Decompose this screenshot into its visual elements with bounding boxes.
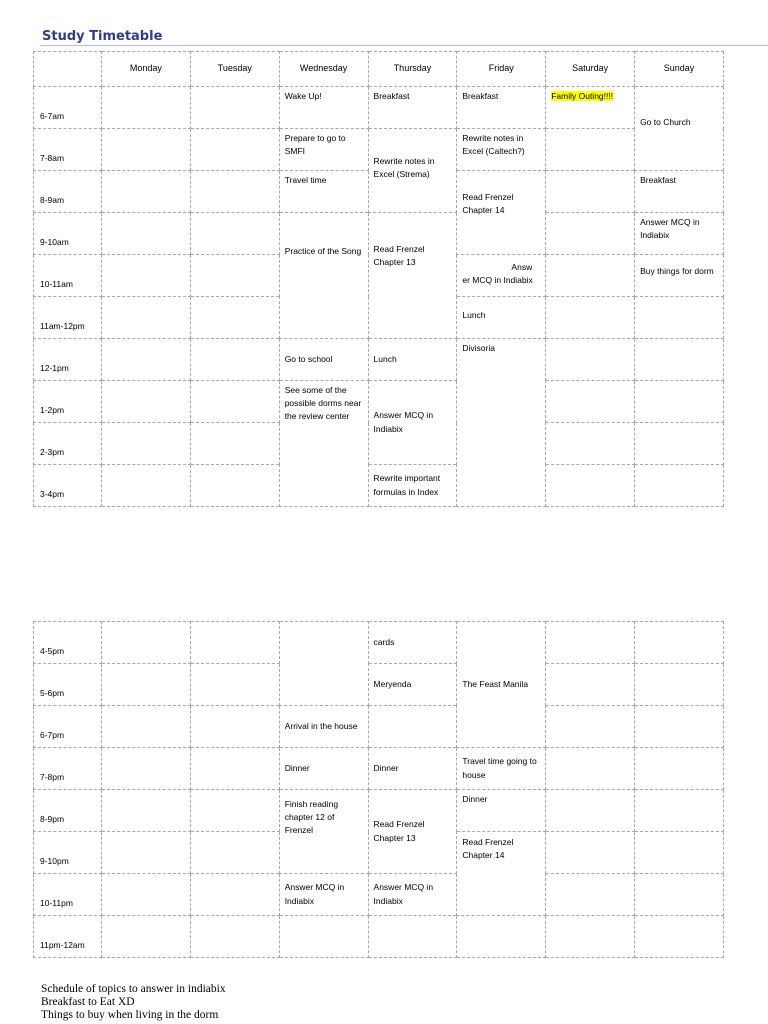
time-label: 5-6pm bbox=[34, 664, 102, 706]
table-row bbox=[34, 748, 724, 790]
timetable-bottom bbox=[33, 621, 724, 958]
highlighted-event: Family Outing!!!! bbox=[551, 91, 614, 101]
cell-wednesday: Dinner bbox=[279, 748, 368, 790]
cell-monday bbox=[102, 255, 191, 297]
day-header-saturday: Saturday bbox=[546, 52, 635, 87]
time-label: 4-5pm bbox=[34, 622, 102, 664]
day-header-sunday: Sunday bbox=[635, 52, 724, 87]
cell-tuesday bbox=[190, 706, 279, 748]
cell-sunday bbox=[635, 622, 724, 664]
cell-saturday bbox=[546, 297, 635, 339]
cell-saturday bbox=[546, 706, 635, 748]
cell-saturday bbox=[546, 790, 635, 832]
cell-sunday bbox=[635, 874, 724, 916]
cell-saturday bbox=[546, 87, 635, 129]
cell-thursday bbox=[368, 706, 457, 748]
cell-saturday bbox=[546, 129, 635, 171]
cell-tuesday bbox=[190, 790, 279, 832]
cell-saturday bbox=[546, 832, 635, 874]
corner-cell bbox=[34, 52, 102, 87]
cell-wednesday: Travel time bbox=[279, 171, 368, 213]
cell-saturday bbox=[546, 465, 635, 507]
cell-friday bbox=[457, 916, 546, 958]
cell-thursday: Read Frenzel Chapter 13 bbox=[368, 213, 457, 339]
cell-monday bbox=[102, 87, 191, 129]
cell-sunday: Answer MCQ in Indiabix bbox=[635, 213, 724, 255]
cell-sunday: Breakfast bbox=[635, 171, 724, 213]
table-row bbox=[34, 213, 724, 255]
cell-friday: Lunch bbox=[457, 297, 546, 339]
cell-thursday: cards bbox=[368, 622, 457, 664]
cell-wednesday bbox=[279, 916, 368, 958]
cell-monday bbox=[102, 706, 191, 748]
cell-monday bbox=[102, 213, 191, 255]
cell-tuesday bbox=[190, 87, 279, 129]
table-row bbox=[34, 87, 724, 129]
time-label: 8-9am bbox=[34, 171, 102, 213]
table-row bbox=[34, 790, 724, 832]
day-header-tuesday: Tuesday bbox=[190, 52, 279, 87]
cell-monday bbox=[102, 790, 191, 832]
cell-friday: Read Frenzel Chapter 14 bbox=[457, 171, 546, 255]
cell-friday: Dinner bbox=[457, 790, 546, 832]
cell-thursday: Read Frenzel Chapter 13 bbox=[368, 790, 457, 874]
table-row bbox=[34, 381, 724, 423]
cell-thursday bbox=[368, 916, 457, 958]
cell-thursday: Rewrite notes in Excel (Strema) bbox=[368, 129, 457, 213]
cell-monday bbox=[102, 916, 191, 958]
time-label: 8-9pm bbox=[34, 790, 102, 832]
day-header-wednesday: Wednesday bbox=[279, 52, 368, 87]
cell-thursday: Breakfast bbox=[368, 87, 457, 129]
cell-monday bbox=[102, 297, 191, 339]
cell-friday: Divisoria bbox=[457, 339, 546, 507]
cell-thursday: Answer MCQ in Indiabix bbox=[368, 381, 457, 465]
time-label: 11pm-12am bbox=[34, 916, 102, 958]
cell-wednesday: Wake Up! bbox=[279, 87, 368, 129]
cell-monday bbox=[102, 171, 191, 213]
cell-sunday bbox=[635, 465, 724, 507]
cell-monday bbox=[102, 664, 191, 706]
cell-friday: Read Frenzel Chapter 14 bbox=[457, 832, 546, 916]
cell-saturday bbox=[546, 423, 635, 465]
cell-sunday: Buy things for dorm bbox=[635, 255, 724, 297]
cell-sunday bbox=[635, 339, 724, 381]
note-line: Breakfast to Eat XD bbox=[41, 996, 135, 1008]
cell-sunday bbox=[635, 381, 724, 423]
cell-saturday bbox=[546, 381, 635, 423]
cell-tuesday bbox=[190, 339, 279, 381]
cell-tuesday bbox=[190, 423, 279, 465]
cell-saturday bbox=[546, 213, 635, 255]
cell-tuesday bbox=[190, 255, 279, 297]
cell-wednesday: Finish reading chapter 12 of Frenzel bbox=[279, 790, 368, 874]
cell-sunday bbox=[635, 423, 724, 465]
cell-saturday bbox=[546, 664, 635, 706]
cell-wednesday: Answer MCQ in Indiabix bbox=[279, 874, 368, 916]
cell-wednesday: Practice of the Song bbox=[279, 213, 368, 339]
cell-sunday bbox=[635, 664, 724, 706]
notes-list bbox=[41, 983, 226, 1022]
cell-wednesday: See some of the possible dorms near the review center bbox=[279, 381, 368, 507]
timetable-top bbox=[33, 51, 724, 507]
cell-monday bbox=[102, 874, 191, 916]
cell-wednesday: Go to school bbox=[279, 339, 368, 381]
cell-tuesday bbox=[190, 916, 279, 958]
cell-tuesday bbox=[190, 465, 279, 507]
cell-friday bbox=[457, 255, 546, 297]
table-row bbox=[34, 622, 724, 664]
cell-saturday bbox=[546, 255, 635, 297]
cell-monday bbox=[102, 339, 191, 381]
time-label: 10-11pm bbox=[34, 874, 102, 916]
time-label: 3-4pm bbox=[34, 465, 102, 507]
cell-thursday: Lunch bbox=[368, 339, 457, 381]
table-row bbox=[34, 874, 724, 916]
cell-friday: Rewrite notes in Excel (Caltech?) bbox=[457, 129, 546, 171]
cell-tuesday bbox=[190, 297, 279, 339]
note-line: Things to buy when living in the dorm bbox=[41, 1009, 219, 1021]
cell-monday bbox=[102, 423, 191, 465]
cell-sunday bbox=[635, 832, 724, 874]
cell-friday: Breakfast bbox=[457, 87, 546, 129]
cell-tuesday bbox=[190, 129, 279, 171]
cell-tuesday bbox=[190, 381, 279, 423]
cell-monday bbox=[102, 832, 191, 874]
time-label: 10-11am bbox=[34, 255, 102, 297]
cell-sunday: Go to Church bbox=[635, 87, 724, 171]
time-label: 6-7pm bbox=[34, 706, 102, 748]
day-header-thursday: Thursday bbox=[368, 52, 457, 87]
time-label: 2-3pm bbox=[34, 423, 102, 465]
cell-saturday bbox=[546, 916, 635, 958]
cell-tuesday bbox=[190, 832, 279, 874]
cell-wednesday: Prepare to go to SMFI bbox=[279, 129, 368, 171]
time-label: 1-2pm bbox=[34, 381, 102, 423]
table-row bbox=[34, 129, 724, 171]
friday-event-continued: er MCQ in Indiabix bbox=[462, 275, 533, 286]
cell-sunday bbox=[635, 916, 724, 958]
cell-tuesday bbox=[190, 171, 279, 213]
page-title: Study Timetable bbox=[42, 29, 163, 44]
table-row bbox=[34, 339, 724, 381]
cell-monday bbox=[102, 622, 191, 664]
time-label: 6-7am bbox=[34, 87, 102, 129]
day-header-monday: Monday bbox=[102, 52, 191, 87]
cell-thursday: Dinner bbox=[368, 748, 457, 790]
table-row bbox=[34, 916, 724, 958]
friday-event-fragment: Answ bbox=[511, 262, 533, 272]
cell-monday bbox=[102, 129, 191, 171]
note-line: Schedule of topics to answer in indiabix bbox=[41, 983, 226, 995]
time-label: 12-1pm bbox=[34, 339, 102, 381]
cell-tuesday bbox=[190, 664, 279, 706]
time-label: 11am-12pm bbox=[34, 297, 102, 339]
cell-thursday: Meryenda bbox=[368, 664, 457, 706]
cell-saturday bbox=[546, 339, 635, 381]
cell-thursday: Answer MCQ in Indiabix bbox=[368, 874, 457, 916]
header-row bbox=[34, 52, 724, 87]
cell-thursday: Rewrite important formulas in Index bbox=[368, 465, 457, 507]
cell-saturday bbox=[546, 622, 635, 664]
cell-wednesday: Arrival in the house bbox=[279, 706, 368, 748]
time-label: 9-10pm bbox=[34, 832, 102, 874]
cell-tuesday bbox=[190, 622, 279, 664]
cell-saturday bbox=[546, 748, 635, 790]
cell-saturday bbox=[546, 171, 635, 213]
cell-sunday bbox=[635, 748, 724, 790]
time-label: 9-10am bbox=[34, 213, 102, 255]
cell-friday: The Feast Manila bbox=[457, 622, 546, 748]
cell-sunday bbox=[635, 297, 724, 339]
day-header-friday: Friday bbox=[457, 52, 546, 87]
table-row bbox=[34, 664, 724, 706]
title-rule bbox=[40, 45, 768, 46]
cell-monday bbox=[102, 465, 191, 507]
cell-sunday bbox=[635, 790, 724, 832]
table-row bbox=[34, 465, 724, 507]
cell-monday bbox=[102, 748, 191, 790]
cell-friday: Travel time going to house bbox=[457, 748, 546, 790]
time-label: 7-8am bbox=[34, 129, 102, 171]
cell-tuesday bbox=[190, 874, 279, 916]
cell-saturday bbox=[546, 874, 635, 916]
table-row bbox=[34, 706, 724, 748]
cell-tuesday bbox=[190, 213, 279, 255]
cell-sunday bbox=[635, 706, 724, 748]
time-label: 7-8pm bbox=[34, 748, 102, 790]
cell-tuesday bbox=[190, 748, 279, 790]
cell-wednesday bbox=[279, 622, 368, 706]
cell-monday bbox=[102, 381, 191, 423]
